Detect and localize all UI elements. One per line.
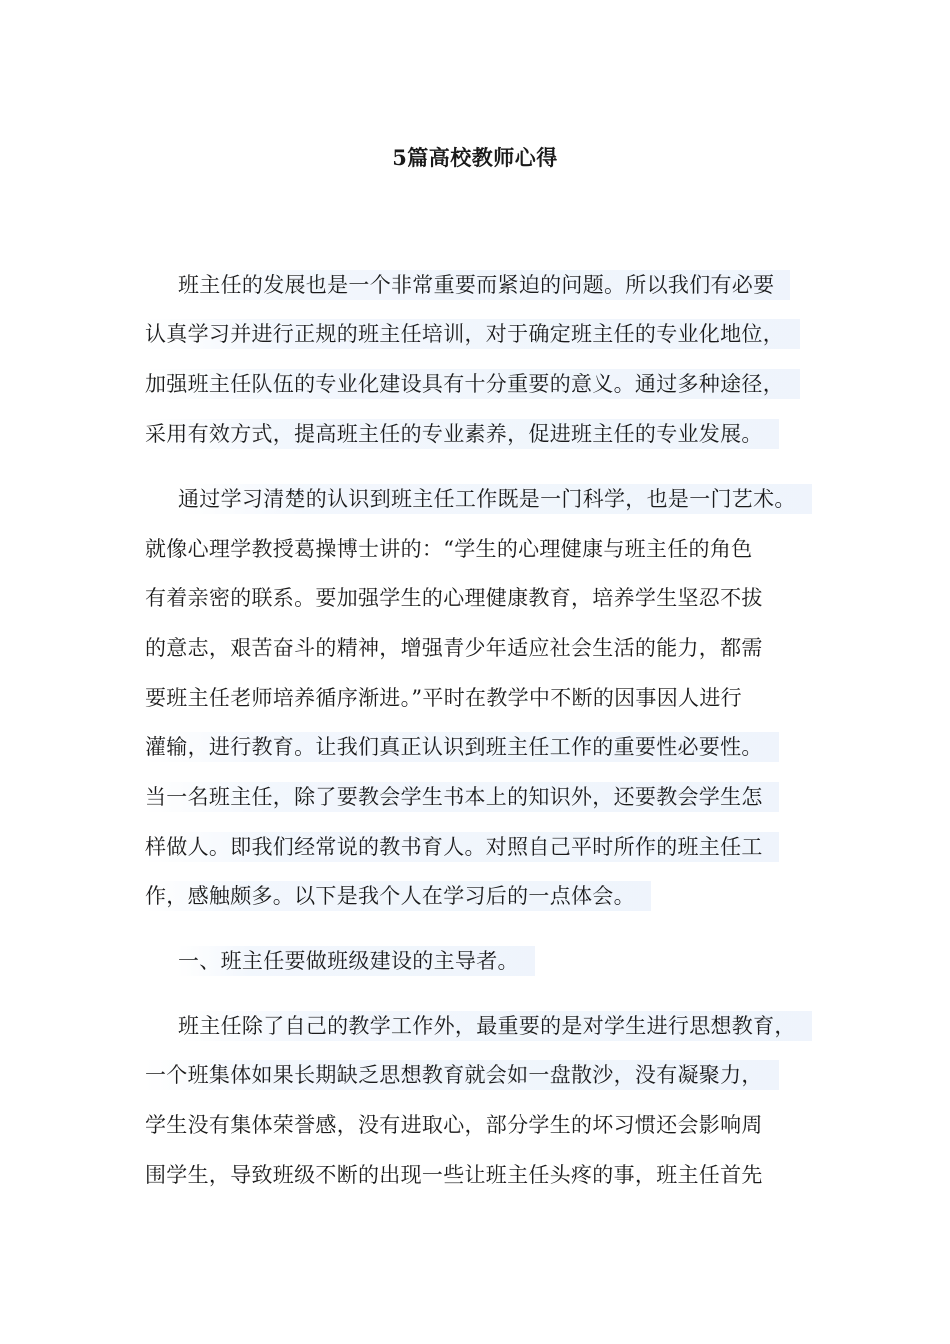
paragraph-line: 的意志，艰苦奋斗的精神，增强青少年适应社会生活的能力，都需 [145, 636, 763, 660]
paragraph-line: 一个班集体如果长期缺乏思想教育就会如一盘散沙，没有凝聚力， [145, 1060, 779, 1090]
paragraph-line: 认真学习并进行正规的班主任培训，对于确定班主任的专业化地位， [145, 319, 800, 349]
paragraph-line: 围学生，导致班级不断的出现一些让班主任头疼的事，班主任首先 [145, 1163, 763, 1187]
paragraph-line: 作，感触颇多。以下是我个人在学习后的一点体会。 [145, 881, 651, 911]
section-heading: 一、班主任要做班级建设的主导者。 [178, 946, 535, 976]
document-title: 5篇高校教师心得 [392, 145, 558, 170]
paragraph-line: 有着亲密的联系。要加强学生的心理健康教育，培养学生坚忍不拔 [145, 586, 763, 610]
paragraph-line: 班主任除了自己的教学工作外，最重要的是对学生进行思想教育， [178, 1011, 812, 1041]
paragraph-line: 加强班主任队伍的专业化建设具有十分重要的意义。通过多种途径， [145, 369, 800, 399]
paragraph-line: 通过学习清楚的认识到班主任工作既是一门科学，也是一门艺术。 [178, 484, 812, 514]
paragraph-line: 采用有效方式，提高班主任的专业素养，促进班主任的专业发展。 [145, 419, 779, 449]
paragraph-line: 学生没有集体荣誉感，没有进取心，部分学生的坏习惯还会影响周 [145, 1113, 763, 1137]
paragraph-line: 就像心理学教授葛操博士讲的：“学生的心理健康与班主任的角色 [145, 537, 753, 561]
paragraph-line: 要班主任老师培养循序渐进。”平时在教学中不断的因事因人进行 [145, 686, 742, 710]
paragraph-line: 样做人。即我们经常说的教书育人。对照自己平时所作的班主任工 [145, 832, 779, 862]
paragraph-line: 当一名班主任，除了要教会学生书本上的知识外，还要教会学生怎 [145, 782, 779, 812]
paragraph-line: 班主任的发展也是一个非常重要而紧迫的问题。所以我们有必要 [178, 270, 790, 300]
paragraph-line: 灌输，进行教育。让我们真正认识到班主任工作的重要性必要性。 [145, 732, 779, 762]
